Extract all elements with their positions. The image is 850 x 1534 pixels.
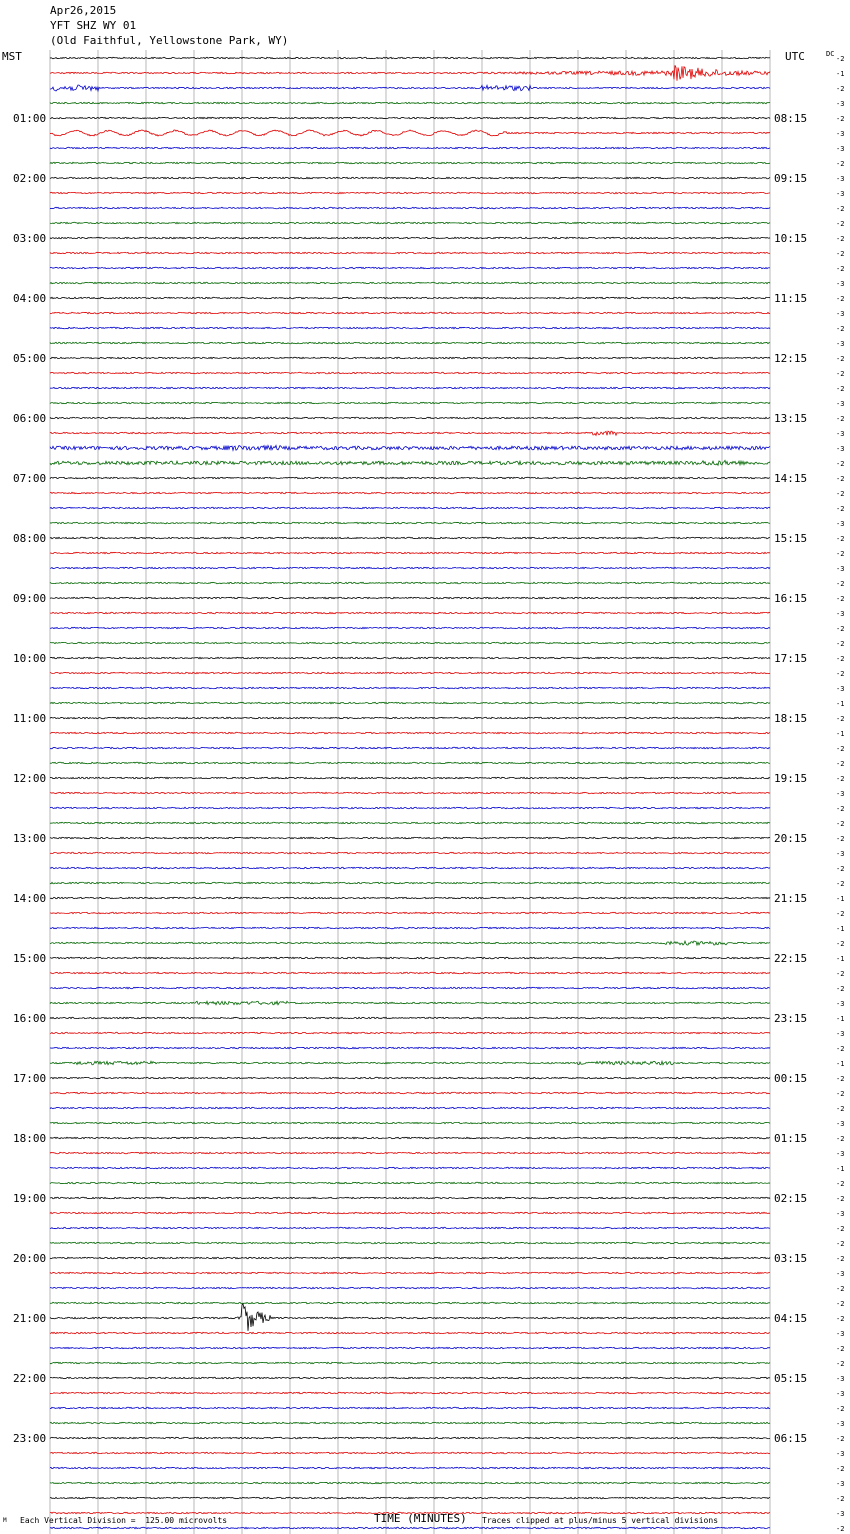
dc-offset-label: -2 (836, 55, 845, 63)
dc-offset-label: -2 (836, 1105, 845, 1113)
x-axis-title: TIME (MINUTES) (374, 1512, 467, 1525)
dc-offset-label: -2 (836, 1135, 845, 1143)
dc-offset-label: -3 (836, 340, 845, 348)
seismic-trace (50, 1182, 770, 1183)
dc-offset-label: -3 (836, 610, 845, 618)
dc-offset-label: -2 (836, 1225, 845, 1233)
dc-offset-label: -3 (836, 565, 845, 573)
dc-offset-label: -3 (836, 100, 845, 108)
seismic-trace (50, 1272, 770, 1273)
dc-offset-label: -1 (836, 1015, 845, 1023)
left-hour-label: 18:00 (13, 1132, 47, 1145)
dc-offset-label: -3 (836, 130, 845, 138)
seismic-trace (50, 417, 770, 419)
clip-note: Traces clipped at plus/minus 5 vertical divisions (482, 1516, 719, 1525)
right-hour-label: 06:15 (774, 1432, 808, 1445)
left-hour-label: 09:00 (13, 592, 47, 605)
dc-offset-label: -2 (836, 1525, 845, 1533)
seismic-trace (50, 327, 770, 329)
dc-offset-label: -3 (836, 1375, 845, 1383)
right-hour-label: 10:15 (774, 232, 808, 245)
seismic-trace (50, 1001, 770, 1004)
dc-offset-label: -3 (836, 430, 845, 438)
dc-offset-label: -2 (836, 160, 845, 168)
dc-offset-label: -2 (836, 820, 845, 828)
dc-offset-label: -3 (836, 1120, 845, 1128)
dc-offset-label: -2 (836, 835, 845, 843)
seismic-trace (50, 297, 770, 299)
dc-offset-label: -2 (836, 655, 845, 663)
seismic-trace (50, 1197, 770, 1199)
left-hour-label: 16:00 (13, 1012, 47, 1025)
seismic-trace (50, 342, 770, 344)
dc-offset-label: -2 (836, 295, 845, 303)
seismic-trace (50, 192, 770, 193)
dc-offset-label: -2 (836, 1180, 845, 1188)
right-hour-label: 15:15 (774, 532, 808, 545)
dc-offset-label: -2 (836, 1345, 845, 1353)
dc-offset-label: -3 (836, 1480, 845, 1488)
dc-offset-label: -2 (836, 880, 845, 888)
seismic-trace (50, 597, 770, 599)
dc-offset-label: -3 (836, 1450, 845, 1458)
right-hour-label: 13:15 (774, 412, 808, 425)
seismic-trace (50, 882, 770, 884)
seismic-trace (50, 612, 770, 613)
seismic-trace (50, 1467, 770, 1469)
left-hour-label: 04:00 (13, 292, 47, 305)
seismic-trace (50, 445, 770, 450)
dc-offset-label: -2 (836, 1315, 845, 1323)
dc-offset-label: -2 (836, 775, 845, 783)
seismic-trace (50, 1437, 770, 1438)
dc-offset-label: -3 (836, 1150, 845, 1158)
seismic-trace (50, 507, 770, 508)
dc-offset-label: -2 (836, 1195, 845, 1203)
dc-offset-label: -2 (836, 670, 845, 678)
seismic-trace (50, 1227, 770, 1228)
dc-offset-label: -3 (836, 1420, 845, 1428)
seismic-trace (50, 117, 770, 119)
right-hour-label: 22:15 (774, 952, 808, 965)
dc-offset-label: -2 (836, 505, 845, 513)
left-hour-label: 11:00 (13, 712, 47, 725)
seismic-trace (50, 1047, 770, 1048)
seismic-trace (50, 522, 770, 524)
dc-offset-label: -2 (836, 535, 845, 543)
dc-label: DC (826, 50, 835, 58)
seismic-trace (50, 927, 770, 929)
seismic-trace (50, 537, 770, 539)
seismic-trace (50, 1152, 770, 1154)
left-timezone-label: MST (2, 50, 22, 63)
seismic-trace (50, 972, 770, 974)
seismic-trace (50, 912, 770, 914)
left-hour-label: 03:00 (13, 232, 47, 245)
seismic-trace (50, 897, 770, 899)
scale-note: Each Vertical Division = 125.00 microvolts (20, 1516, 228, 1525)
dc-offset-label: -2 (836, 970, 845, 978)
seismic-trace (50, 65, 770, 80)
seismic-trace (50, 147, 770, 149)
seismic-trace (50, 1167, 770, 1169)
dc-offset-label: -3 (836, 1030, 845, 1038)
dc-offset-label: -1 (836, 730, 845, 738)
right-hour-label: 05:15 (774, 1372, 808, 1385)
left-hour-label: 05:00 (13, 352, 47, 365)
dc-offset-label: -2 (836, 640, 845, 648)
right-hour-label: 00:15 (774, 1072, 808, 1085)
left-hour-label: 23:00 (13, 1432, 47, 1445)
dc-offset-label: -2 (836, 1405, 845, 1413)
dc-offset-label: -2 (836, 385, 845, 393)
left-hour-label: 21:00 (13, 1312, 47, 1325)
dc-offset-label: -3 (836, 685, 845, 693)
dc-offset-label: -2 (836, 415, 845, 423)
dc-offset-label: -1 (836, 1060, 845, 1068)
seismic-trace (50, 1137, 770, 1139)
seismic-trace (50, 102, 770, 104)
dc-offset-label: -2 (836, 1435, 845, 1443)
seismic-trace (50, 372, 770, 374)
seismic-trace (50, 460, 770, 465)
seismic-trace (50, 1392, 770, 1394)
dc-offset-label: -3 (836, 400, 845, 408)
seismic-trace (50, 492, 770, 494)
dc-offset-label: -3 (836, 520, 845, 528)
dc-offset-label: -2 (836, 1285, 845, 1293)
seismic-trace (50, 1257, 770, 1259)
chart-date: Apr26,2015 (50, 4, 117, 17)
right-hour-label: 03:15 (774, 1252, 808, 1265)
right-hour-label: 04:15 (774, 1312, 808, 1325)
dc-offset-label: -2 (836, 220, 845, 228)
dc-offset-label: -2 (836, 625, 845, 633)
left-hour-label: 17:00 (13, 1072, 47, 1085)
seismic-trace (50, 387, 770, 389)
seismic-trace (50, 237, 770, 239)
right-hour-label: 16:15 (774, 592, 808, 605)
corner-mark: M (3, 1517, 7, 1524)
dc-offset-label: -2 (836, 715, 845, 723)
dc-offset-label: -1 (836, 700, 845, 708)
seismic-trace (50, 822, 770, 824)
dc-offset-label: -2 (836, 1360, 845, 1368)
right-hour-label: 14:15 (774, 472, 808, 485)
dc-offset-label: -2 (836, 580, 845, 588)
seismic-trace (50, 762, 770, 764)
dc-offset-label: -3 (836, 145, 845, 153)
dc-offset-label: -3 (836, 1270, 845, 1278)
dc-offset-label: -2 (836, 1495, 845, 1503)
left-hour-label: 19:00 (13, 1192, 47, 1205)
seismic-trace (50, 1017, 770, 1019)
right-hour-label: 12:15 (774, 352, 808, 365)
seismic-trace (50, 207, 770, 209)
left-hour-label: 14:00 (13, 892, 47, 905)
seismic-trace (50, 477, 770, 479)
station-id: YFT SHZ WY 01 (50, 19, 137, 32)
dc-offset-label: -3 (836, 280, 845, 288)
dc-offset-label: -2 (836, 1075, 845, 1083)
dc-offset-label: -2 (836, 1255, 845, 1263)
right-hour-label: 02:15 (774, 1192, 808, 1205)
seismic-trace (50, 1061, 770, 1065)
seismic-trace (50, 267, 770, 269)
dc-offset-label: -3 (836, 1210, 845, 1218)
seismic-trace (50, 941, 770, 945)
dc-offset-label: -2 (836, 85, 845, 93)
seismic-trace (50, 807, 770, 809)
seismic-trace (50, 1362, 770, 1364)
right-hour-label: 19:15 (774, 772, 808, 785)
dc-offset-label: -2 (836, 910, 845, 918)
seismic-trace (50, 1122, 770, 1124)
seismic-trace (50, 1482, 770, 1483)
seismic-trace (50, 1347, 770, 1349)
right-hour-label: 08:15 (774, 112, 808, 125)
seismic-trace (50, 1212, 770, 1214)
seismic-trace (50, 1092, 770, 1094)
dc-offset-label: -2 (836, 805, 845, 813)
seismic-trace (50, 792, 770, 793)
seismic-trace (50, 431, 770, 435)
dc-offset-label: -2 (836, 355, 845, 363)
dc-offset-label: -2 (836, 1090, 845, 1098)
right-hour-label: 21:15 (774, 892, 808, 905)
seismic-trace (50, 717, 770, 718)
seismic-trace (50, 582, 770, 584)
dc-offset-label: -3 (836, 850, 845, 858)
seismic-trace (50, 1497, 770, 1498)
dc-offset-label: -2 (836, 250, 845, 258)
seismic-trace (50, 852, 770, 854)
seismic-trace (50, 957, 770, 959)
left-hour-label: 12:00 (13, 772, 47, 785)
seismic-trace (50, 657, 770, 659)
seismic-trace (50, 567, 770, 568)
seismic-trace (50, 1077, 770, 1079)
dc-offset-label: -1 (836, 70, 845, 78)
left-hour-label: 02:00 (13, 172, 47, 185)
dc-offset-label: -3 (836, 175, 845, 183)
dc-offset-label: -2 (836, 595, 845, 603)
seismic-trace (50, 1452, 770, 1454)
left-hour-label: 15:00 (13, 952, 47, 965)
seismic-trace (50, 312, 770, 313)
dc-offset-label: -3 (836, 310, 845, 318)
dc-offset-label: -2 (836, 985, 845, 993)
seismic-trace (50, 177, 770, 178)
seismic-trace (50, 57, 770, 59)
dc-offset-label: -2 (836, 475, 845, 483)
dc-offset-label: -2 (836, 265, 845, 273)
dc-offset-label: -2 (836, 1240, 845, 1248)
dc-offset-label: -2 (836, 235, 845, 243)
left-hour-label: 22:00 (13, 1372, 47, 1385)
dc-offset-label: -2 (836, 1465, 845, 1473)
dc-offset-label: -1 (836, 1165, 845, 1173)
seismic-trace (50, 1302, 770, 1304)
dc-offset-label: -2 (836, 865, 845, 873)
seismic-trace (50, 1332, 770, 1334)
dc-offset-label: -2 (836, 760, 845, 768)
right-hour-label: 18:15 (774, 712, 808, 725)
dc-offset-label: -2 (836, 490, 845, 498)
dc-offset-label: -3 (836, 1000, 845, 1008)
seismic-trace (50, 747, 770, 748)
seismic-trace (50, 1107, 770, 1109)
seismic-trace (50, 702, 770, 704)
dc-offset-label: -3 (836, 1390, 845, 1398)
dc-offset-label: -2 (836, 115, 845, 123)
right-hour-label: 09:15 (774, 172, 808, 185)
seismic-trace (50, 1287, 770, 1289)
dc-offset-label: -2 (836, 460, 845, 468)
seismic-trace (50, 130, 770, 136)
seismic-trace (50, 1377, 770, 1378)
dc-offset-label: -3 (836, 190, 845, 198)
dc-offset-label: -3 (836, 1330, 845, 1338)
seismic-trace (50, 777, 770, 779)
seismic-trace (50, 552, 770, 554)
seismic-trace (50, 642, 770, 644)
left-hour-label: 20:00 (13, 1252, 47, 1265)
seismic-trace (50, 162, 770, 164)
station-location: (Old Faithful, Yellowstone Park, WY) (50, 34, 289, 47)
dc-offset-label: -1 (836, 955, 845, 963)
right-hour-label: 17:15 (774, 652, 808, 665)
left-hour-label: 13:00 (13, 832, 47, 845)
right-hour-label: 11:15 (774, 292, 808, 305)
seismic-trace (50, 357, 770, 359)
seismic-trace (50, 672, 770, 674)
seismic-trace (50, 282, 770, 283)
seismic-trace (50, 687, 770, 689)
seismic-trace (50, 987, 770, 989)
dc-offset-label: -3 (836, 790, 845, 798)
seismic-trace (50, 1032, 770, 1034)
dc-offset-label: -2 (836, 1300, 845, 1308)
right-hour-label: 23:15 (774, 1012, 808, 1025)
seismic-trace (50, 1242, 770, 1244)
seismic-trace (50, 1527, 770, 1529)
seismic-trace (50, 222, 770, 224)
right-hour-label: 01:15 (774, 1132, 808, 1145)
seismic-trace (50, 85, 770, 91)
dc-offset-label: -2 (836, 205, 845, 213)
left-hour-label: 06:00 (13, 412, 47, 425)
dc-offset-label: -2 (836, 550, 845, 558)
dc-offset-label: -1 (836, 925, 845, 933)
dc-offset-label: -3 (836, 445, 845, 453)
dc-offset-label: -3 (836, 1510, 845, 1518)
seismic-trace (50, 252, 770, 254)
seismic-trace (50, 732, 770, 734)
left-hour-label: 08:00 (13, 532, 47, 545)
seismic-trace (50, 627, 770, 628)
seismic-trace (50, 1407, 770, 1409)
dc-offset-label: -2 (836, 1045, 845, 1053)
dc-offset-label: -2 (836, 325, 845, 333)
seismic-trace (50, 867, 770, 869)
left-hour-label: 10:00 (13, 652, 47, 665)
left-hour-label: 01:00 (13, 112, 47, 125)
seismic-trace (50, 1304, 770, 1331)
seismic-trace (50, 1422, 770, 1424)
dc-offset-label: -1 (836, 895, 845, 903)
right-hour-label: 20:15 (774, 832, 808, 845)
seismic-trace (50, 837, 770, 838)
dc-offset-label: -2 (836, 940, 845, 948)
dc-offset-label: -2 (836, 370, 845, 378)
right-timezone-label: UTC (785, 50, 805, 63)
left-hour-label: 07:00 (13, 472, 47, 485)
seismic-trace (50, 402, 770, 403)
dc-offset-label: -2 (836, 745, 845, 753)
